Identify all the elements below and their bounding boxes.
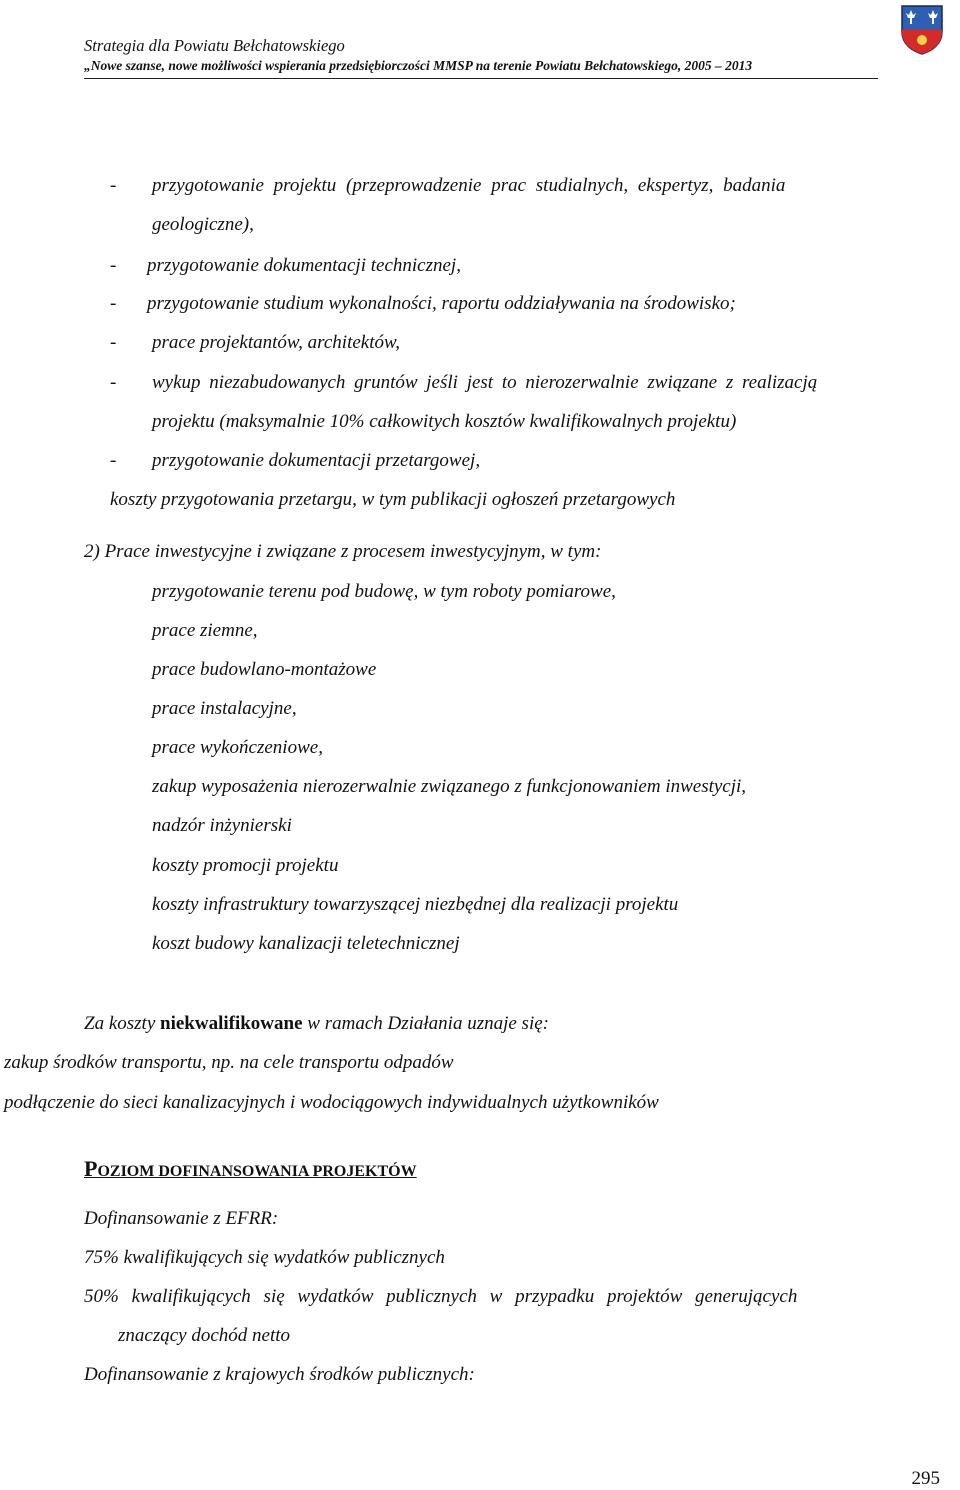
funding-efrr-rate-continuation: znaczący dochód netto xyxy=(118,1325,291,1346)
nonqualified-item: podłączenie do sieci kanalizacyjnych i wodociągowych indywidualnych użytkowników xyxy=(4,1092,659,1113)
list-item-dash: - xyxy=(110,293,117,314)
header-rule xyxy=(84,78,878,79)
header-subtitle: „Nowe szanse, nowe możliwości wspierania przedsiębiorczości MMSP na terenie Powiatu Bełchatowskiego, 2005 – 2013 xyxy=(84,58,753,73)
list-item: zakup wyposażenia nierozerwalnie związanego z funkcjonowaniem inwestycji, xyxy=(152,776,747,797)
list-item: prace budowlano-montażowe xyxy=(152,659,377,680)
nonqualified-item xyxy=(4,1052,454,1074)
list-item: koszt budowy kanalizacji teletechnicznej xyxy=(152,933,460,954)
funding-heading-part3: PROJEKTÓW xyxy=(312,1163,417,1180)
funding-efrr-label: Dofinansowanie z EFRR: xyxy=(84,1208,279,1229)
funding-heading-initial: P xyxy=(84,1156,98,1181)
list-item: wykup niezabudowanych gruntów jeśli jest to nierozerwalnie związane z realizacją xyxy=(152,372,818,393)
list-item: prace instalacyjne, xyxy=(152,698,297,719)
list-item: nadzór inżynierski xyxy=(152,815,292,836)
nonqualified-intro-post: w ramach Działania uznaje się: xyxy=(302,1013,549,1034)
nonqualified-item-rest: na cele transportu odpadów xyxy=(235,1052,454,1073)
list-item: przygotowanie projektu (przeprowadzenie prac studialnych, ekspertyz, badania xyxy=(152,175,786,196)
list-item-dash: - xyxy=(110,372,117,393)
list-item: przygotowanie dokumentacji technicznej, xyxy=(147,255,461,276)
list-item: przygotowanie studium wykonalności, raportu oddziaływania na środowisko; xyxy=(147,293,736,314)
list-item: koszty infrastruktury towarzyszącej niezbędnej dla realizacji projektu xyxy=(152,894,679,915)
section-heading: 2) Prace inwestycyjne i związane z procesem inwestycyjnym, w tym: xyxy=(84,541,602,562)
funding-efrr-rate: 50% kwalifikujących się wydatków publicznych w przypadku projektów generujących xyxy=(84,1286,798,1307)
list-tail-line: koszty przygotowania przetargu, w tym publikacji ogłoszeń przetargowych xyxy=(110,489,676,510)
list-item-continuation: projektu (maksymalnie 10% całkowitych kosztów kwalifikowalnych projektu) xyxy=(152,411,737,432)
list-item: prace wykończeniowe, xyxy=(152,737,323,758)
list-item-continuation: geologiczne), xyxy=(152,214,254,235)
list-item-dash: - xyxy=(110,332,117,353)
list-item: prace ziemne, xyxy=(152,620,258,641)
list-item: przygotowanie terenu pod budowę, w tym roboty pomiarowe, xyxy=(152,581,616,602)
funding-efrr-rate: 75% kwalifikujących się wydatków publicznych xyxy=(84,1247,445,1268)
funding-national-label: Dofinansowanie z krajowych środków publicznych: xyxy=(84,1364,475,1385)
nonqualified-intro-pre: Za koszty xyxy=(84,1013,160,1034)
coat-of-arms-icon xyxy=(898,2,946,56)
list-item: prace projektantów, architektów, xyxy=(152,332,401,353)
list-item-dash: - xyxy=(110,175,117,196)
page-number: 295 xyxy=(911,1468,940,1489)
nonqualified-item-italic: zakup środków transportu, np. xyxy=(4,1052,236,1073)
funding-heading-part1: OZIOM xyxy=(97,1163,159,1180)
funding-heading xyxy=(84,1156,417,1182)
list-item-dash: - xyxy=(110,255,117,276)
nonqualified-keyword: niekwalifikowane xyxy=(160,1013,303,1034)
header-title: Strategia dla Powiatu Bełchatowskiego xyxy=(84,36,345,55)
list-item: przygotowanie dokumentacji przetargowej, xyxy=(152,450,481,471)
nonqualified-intro xyxy=(84,1013,549,1035)
funding-heading-part2: DOFINANSOWANIA xyxy=(158,1163,313,1180)
list-item: koszty promocji projektu xyxy=(152,855,339,876)
list-item-dash: - xyxy=(110,450,117,471)
